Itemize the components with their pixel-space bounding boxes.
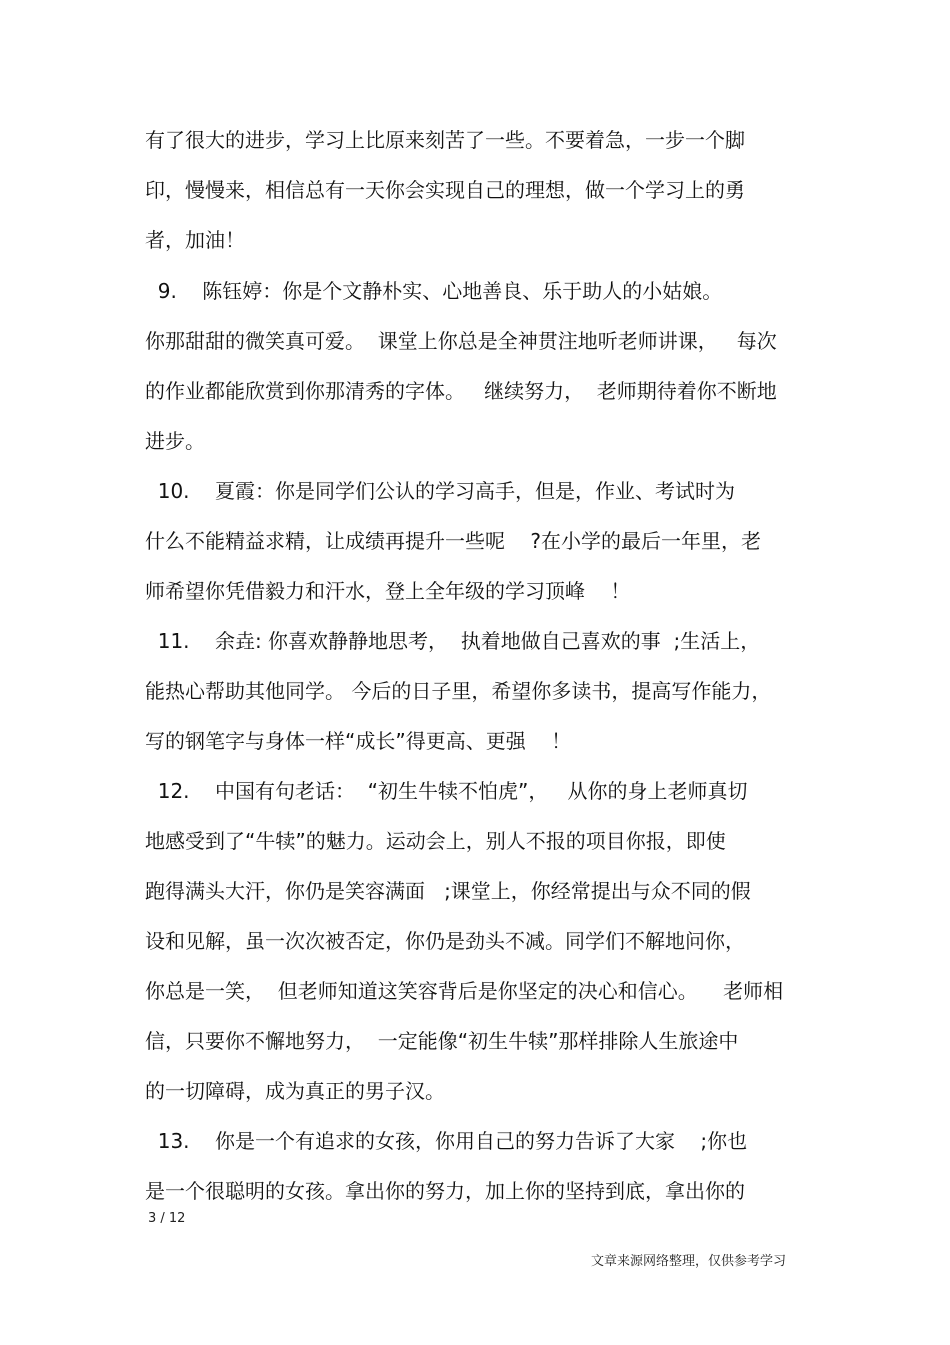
text-line: 印，慢慢来，相信总有一天你会实现自己的理想，做一个学习上的勇 [145,178,745,202]
text-line: 有了很大的进步，学习上比原来刻苦了一些。不要着急，一步一个脚 [145,128,745,152]
text-line: 13. 你是一个有追求的女孩，你用自己的努力告诉了大家 ;你也 [145,1129,748,1153]
text-line: 11. 余垚: 你喜欢静静地思考， 执着地做自己喜欢的事 ;生活上， [145,629,761,653]
text-line: 地感受到了“牛犊”的魅力。运动会上，别人不报的项目你报，即使 [145,829,726,853]
text-line: 者，加油！ [145,228,245,252]
text-line: 跑得满头大汗，你仍是笑容满面 ;课堂上，你经常提出与众不同的假 [145,879,751,903]
text-line: 写的钢笔字与身体一样“成长”得更高、更强 ！ [145,729,572,753]
footer-note: 文章来源网络整理，仅供参考学习 [591,1254,787,1269]
text-line: 12. 中国有句老话： “初生牛犊不怕虎”， 从你的身上老师真切 [145,779,748,803]
text-line: 的作业都能欣赏到你那清秀的字体。 继续努力， 老师期待着你不断地 [145,379,777,403]
text-line: 什么不能精益求精，让成绩再提升一些呢 ?在小学的最后一年里，老 [145,529,762,553]
text-line: 9. 陈钰婷：你是个文静朴实、心地善良、乐于助人的小姑娘。 [145,279,723,303]
text-line: 的一切障碍，成为真正的男子汉。 [145,1079,445,1103]
text-line: 进步。 [145,429,205,453]
text-line: 你总是一笑， 但老师知道这笑容背后是你坚定的决心和信心。 老师相 [145,979,784,1003]
text-line: 设和见解，虽一次次被否定，你仍是劲头不减。同学们不解地问你， [145,929,745,953]
text-line: 能热心帮助其他同学。 今后的日子里，希望你多读书，提高写作能力， [145,679,772,703]
text-line: 10. 夏霞：你是同学们公认的学习高手，但是，作业、考试时为 [145,479,735,503]
text-line: 是一个很聪明的女孩。拿出你的努力，加上你的坚持到底，拿出你的 [145,1179,745,1203]
page-number: 3 / 12 [148,1211,186,1226]
text-line: 师希望你凭借毅力和汗水，登上全年级的学习顶峰 ！ [145,579,631,603]
text-line: 信，只要你不懈地努力， 一定能像“初生牛犊”那样排除人生旅途中 [145,1029,739,1053]
text-line: 你那甜甜的微笑真可爱。 课堂上你总是全神贯注地听老师讲课， 每次 [145,329,777,353]
